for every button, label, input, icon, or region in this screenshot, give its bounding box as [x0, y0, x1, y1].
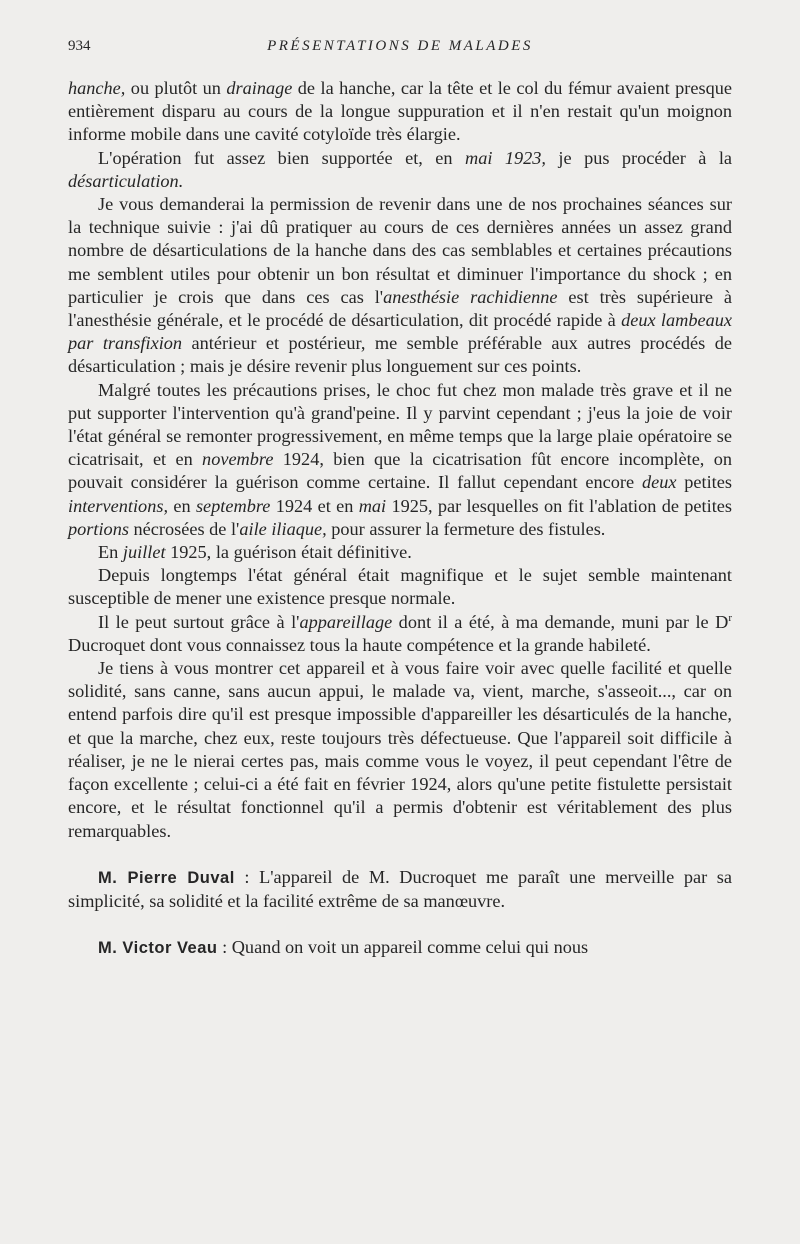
- text-run: en: [168, 495, 196, 516]
- text-run: je pus procéder à la: [546, 147, 733, 168]
- italic-text: mai 1923,: [465, 147, 546, 168]
- text-run: : Quand on voit un appareil comme celui qui nous: [217, 937, 589, 958]
- paragraph-9: [68, 866, 732, 913]
- italic-text: juillet: [122, 542, 166, 563]
- text-run: dont il a été, à ma demande, muni par le D: [392, 611, 729, 632]
- paragraph-4: [68, 379, 732, 541]
- text-run: 1924 et en: [270, 495, 359, 516]
- page-header: [68, 38, 732, 58]
- speaker-name: M. Victor Veau: [98, 939, 218, 958]
- text-run: nécrosées de l': [128, 518, 240, 539]
- text-run: 1924, bien que la cicatrisation fût encore incomplète, on pouvait considérer la guérison comme certaine. Il fallut cependant encore: [68, 449, 732, 493]
- italic-text: hanche,: [68, 78, 126, 98]
- text-run: ou plutôt un: [125, 78, 227, 98]
- running-title: PRÉSENTATIONS DE MALADES: [267, 38, 533, 54]
- text-run: Je vous demanderai la permission de revenir dans une de nos prochaines séances sur la technique suivie : j'ai dû pratiquer au cours de ces dernières années un assez grand nombre de désarticulations de la hanche dans des cas semblables et certaines précautions me semblent utiles pour obtenir un bon résultat et diminuer l'importance du shock ; en particulier je crois que dans ces cas l': [68, 194, 732, 307]
- italic-text: interventions,: [68, 495, 169, 516]
- text-run: Il le peut surtout grâce à l': [98, 611, 300, 632]
- italic-text: drainage: [226, 78, 293, 98]
- text-run: Ducroquet dont vous connaissez tous la haute compétence et la grande habileté.: [68, 634, 651, 655]
- text-run: pour assurer la fermeture des fistules.: [326, 518, 606, 539]
- italic-text: deux: [641, 472, 677, 493]
- italic-text: mai: [358, 495, 387, 516]
- paragraph-5: [68, 541, 732, 564]
- paragraph-7: [68, 611, 732, 657]
- italic-text: appareillage: [299, 611, 393, 632]
- italic-text: désarticulation.: [68, 170, 184, 191]
- speaker-name: M. Pierre Duval: [98, 868, 235, 887]
- text-run: petites: [676, 472, 732, 493]
- body-text: [68, 77, 732, 960]
- text-run: 1925, par lesquelles on fit l'ablation de petites: [386, 495, 733, 516]
- italic-text: portions: [68, 518, 129, 539]
- text-run: Malgré toutes les précautions prises, le choc fut chez mon malade très grave et il ne put supporter l'intervention qu'à grand'peine. Il y parvint cependant ; j'eus la joie de voir l'état général se remonter progressivement, en même temps que la large plaie opératoire se cicatrisait, et en: [68, 379, 732, 470]
- text-run: 1925, la guérison était définitive.: [165, 542, 412, 563]
- text-run: L'opération fut assez bien supportée et, en: [98, 147, 465, 168]
- paragraph-1: [68, 77, 732, 147]
- text-run: En: [98, 542, 123, 563]
- paragraph-2: [68, 147, 732, 193]
- text-run: est très supérieure à l'anesthésie générale, et le procédé de désarticulation, dit procédé rapide à: [68, 286, 733, 331]
- italic-text: deux lambeaux par transfixion: [68, 310, 732, 354]
- text-run: Je tiens à vous montrer cet appareil et à vous faire voir avec quelle facilité et quelle solidité, sans canne, sans aucun appui, le malade va, vient, marche, s'asseoit..., car on entend parfois dire qu'il est presque impossible d'appareiller les désarticulés de la hanche, et que la marche, chez eux, reste toujours très défectueuse. Que l'appareil soit difficile à réaliser, je ne le nierai certes pas, mais comme vous le voyez, il peut cependant l'être de façon excellente ; celui-ci a été fait en février 1924, alors qu'une petite fistulette persistait encore, et le résultat fonctionnel qu'il a permis d'obtenir est véritablement des plus remarquables.: [68, 658, 732, 841]
- superscript: r: [728, 611, 732, 624]
- page-number: 934: [68, 38, 91, 54]
- italic-text: aile iliaque,: [239, 518, 327, 539]
- paragraph-10: [68, 936, 732, 960]
- text-run: de la hanche, car la tête et le col du fémur avaient presque entièrement disparu au cours de la longue suppuration et il n'en restait qu'un moignon informe mobile dans une cavité cotyloïde très élargie.: [68, 78, 732, 145]
- paragraph-6: [68, 564, 732, 610]
- text-run: : L'appareil de M. Ducroquet me paraît une merveille par sa simplicité, sa solidité et la facilité extrême de sa manœuvre.: [68, 866, 732, 911]
- italic-text: septembre: [195, 495, 271, 516]
- text-run: antérieur et postérieur, me semble préférable aux autres procédés de désarticulation ; mais je désire revenir plus longuement sur ces points.: [68, 333, 732, 377]
- italic-text: anesthésie rachidienne: [383, 286, 558, 307]
- paragraph-3: [68, 193, 732, 379]
- italic-text: novembre: [202, 449, 274, 470]
- text-run: Depuis longtemps l'état général était magnifique et le sujet semble maintenant susceptible de mener une existence presque normale.: [68, 565, 732, 609]
- paragraph-8: [68, 657, 732, 843]
